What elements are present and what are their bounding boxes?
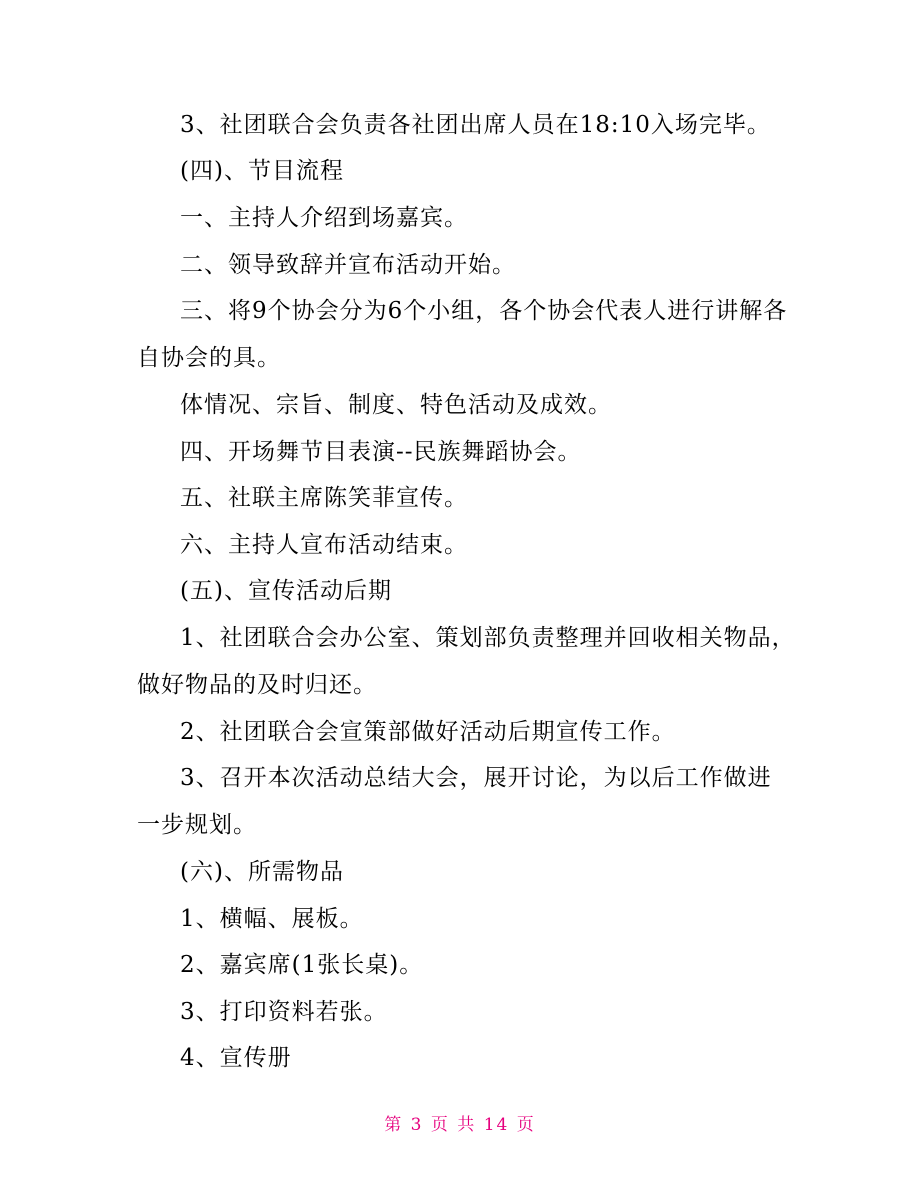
paragraph-line: 2、社团联合会宣策部做好活动后期宣传工作。 xyxy=(180,719,676,745)
paragraph-line: 三、将9个协会分为6个小组，各个协会代表人进行讲解各 xyxy=(180,298,788,324)
list-item: 2、嘉宾席(1张长桌)。 xyxy=(180,952,424,978)
list-item: 4、宣传册 xyxy=(180,1045,292,1071)
paragraph-line: 3、社团联合会负责各社团出席人员在18:10入场完毕。 xyxy=(180,112,771,138)
list-item: 1、横幅、展板。 xyxy=(180,906,364,932)
section-heading-4: (四)、节目流程 xyxy=(180,158,344,184)
section-heading-6: (六)、所需物品 xyxy=(180,859,344,885)
paragraph-line: 做好物品的及时归还。 xyxy=(137,672,377,698)
paragraph-line: 3、召开本次活动总结大会，展开讨论，为以后工作做进 xyxy=(180,765,772,791)
paragraph-line: 一步规划。 xyxy=(137,812,257,838)
paragraph-line: 四、开场舞节目表演--民族舞蹈协会。 xyxy=(180,439,582,465)
section-heading-5: (五)、宣传活动后期 xyxy=(180,578,392,604)
paragraph-line: 六、主持人宣布活动结束。 xyxy=(180,532,468,558)
paragraph-line: 二、领导致辞并宣布活动开始。 xyxy=(180,252,516,278)
paragraph-line: 体情况、宗旨、制度、特色活动及成效。 xyxy=(180,392,612,418)
page-number-footer: 第 3 页 共 14 页 xyxy=(384,1115,536,1135)
paragraph-line: 五、社联主席陈笑菲宣传。 xyxy=(180,485,468,511)
paragraph-line: 自协会的具。 xyxy=(137,345,281,371)
paragraph-line: 一、主持人介绍到场嘉宾。 xyxy=(180,205,468,231)
paragraph-line: 1、社团联合会办公室、策划部负责整理并回收相关物品， xyxy=(180,625,796,651)
list-item: 3、打印资料若张。 xyxy=(180,999,388,1025)
